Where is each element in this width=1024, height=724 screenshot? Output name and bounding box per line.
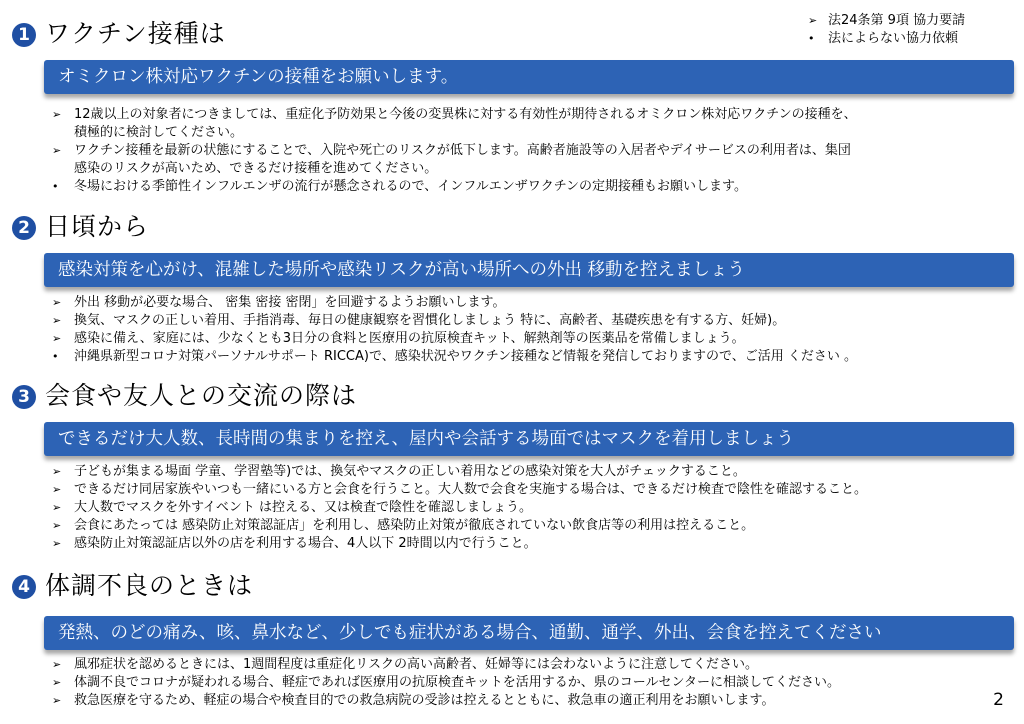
section-4-list [48, 656, 1008, 710]
list-item: • 冬場における季節性インフルエンザの流行が懸念されるので、インフルエンザワクチンの定期接種もお願いします。 [52, 179, 748, 194]
top-notes [804, 12, 965, 48]
list-item: ➢ 風邪症状を認めるときには、1週間程度は重症化リスクの高い高齢者、妊婦等には会わないように注意してください。 [52, 657, 759, 672]
section-title: 日頃から [45, 212, 150, 241]
section-3-list [48, 463, 1008, 553]
dot-bullet-icon: • [52, 350, 59, 363]
arrow-bullet-icon: ➢ [52, 332, 62, 345]
section-3-header [12, 376, 357, 416]
section-title: 体調不良のときは [45, 571, 254, 600]
list-item: ➢ 大人数でマスクを外すイベント は控える、又は検査で陰性を確認しましょう。 [52, 500, 532, 515]
dot-bullet-icon: • [52, 180, 59, 193]
section-title: ワクチン接種は [45, 19, 226, 48]
section-4-header [12, 566, 253, 606]
arrow-bullet-icon: ➢ [52, 676, 62, 689]
section-2-banner: 感染対策を心がけ、混雑した場所や感染リスクが高い場所への外出 移動を控えましょう [44, 253, 1014, 287]
section-2-list [48, 294, 1008, 366]
list-item: ➢ 子どもが集まる場面 学童、学習塾等)では、換気やマスクの正しい着用などの感染対策を大人がチェックすること。 [52, 464, 746, 479]
list-item: ➢ 感染に備え、家庭には、少なくとも3日分の食料と医療用の抗原検査キット、解熱剤等の医薬品を常備しましょう。 [52, 331, 745, 346]
list-item: ➢ できるだけ同居家族やいつも一緒にいる方と会食を行うこと。大人数で会食を実施する場合は、できるだけ検査で陰性を確認すること。 [52, 482, 868, 497]
section-2-header [12, 207, 149, 247]
list-item: ➢ 換気、マスクの正しい着用、手指消毒、毎日の健康観察を習慣化しましょう 特に、高齢者、基礎疾患を有する方、妊婦)。 [52, 313, 786, 328]
list-item: ➢ 救急医療を守るため、軽症の場合や検査目的での救急病院の受診は控えるとともに、救急車の適正利用をお願いします。 [52, 693, 775, 708]
list-item: ➢ 外出 移動が必要な場合、 密集 密接 密閉」を回避するようお願いします。 [52, 295, 506, 310]
section-3-banner: できるだけ大人数、長時間の集まりを控え、屋内や会話する場面ではマスクを着用しましょう [44, 422, 1014, 456]
list-item: ➢ 会食にあたっては 感染防止対策認証店」を利用し、感染防止対策が徹底されていない飲食店等の利用は控えること。 [52, 518, 755, 533]
arrow-bullet-icon: ➢ [52, 658, 62, 671]
top-note: ➢ 法24条第 9項 協力要請 [808, 13, 966, 28]
list-item: ➢ ワクチン接種を最新の状態にすることで、入院や死亡のリスクが低下します。高齢者施設等の入居者やデイサービスの利用者は、集団 感染のリスクが高いため、できるだけ接種を進めてください。 [52, 143, 851, 176]
section-number-badge: 2 [12, 216, 36, 240]
arrow-bullet-icon: ➢ [52, 314, 62, 327]
list-item: • 沖縄県新型コロナ対策パーソナルサポート RICCA)で、感染状況やワクチン接種など情報を発信しておりますので、ご活用 ください 。 [52, 349, 858, 364]
dot-bullet-icon: • [808, 32, 815, 45]
arrow-bullet-icon: ➢ [52, 483, 62, 496]
section-4-banner: 発熱、のどの痛み、咳、鼻水など、少しでも症状がある場合、通勤、通学、外出、会食を控えてください [44, 616, 1014, 650]
section-number-badge: 3 [12, 385, 36, 409]
section-1-banner: オミクロン株対応ワクチンの接種をお願いします。 [44, 60, 1014, 94]
section-number-badge: 4 [12, 575, 36, 599]
arrow-bullet-icon: ➢ [52, 537, 62, 550]
arrow-bullet-icon: ➢ [52, 465, 62, 478]
arrow-bullet-icon: ➢ [52, 694, 62, 707]
arrow-bullet-icon: ➢ [52, 501, 62, 514]
section-title: 会食や友人との交流の際は [45, 381, 358, 410]
arrow-bullet-icon: ➢ [52, 519, 62, 532]
list-item: ➢ 12歳以上の対象者につきましては、重症化予防効果と今後の変異株に対する有効性が期待されるオミクロン株対応ワクチンの接種を、 積極的に検討してください。 [52, 107, 857, 140]
arrow-bullet-icon: ➢ [52, 108, 62, 121]
arrow-bullet-icon: ➢ [52, 296, 62, 309]
section-number-badge: 1 [12, 23, 36, 47]
arrow-bullet-icon: ➢ [52, 144, 62, 157]
page-number: 2 [993, 690, 1004, 710]
list-item: ➢ 体調不良でコロナが疑われる場合、軽症であれば医療用の抗原検査キットを活用するか、県のコールセンターに相談してください。 [52, 675, 840, 690]
arrow-bullet-icon: ➢ [808, 14, 818, 27]
list-item: ➢ 感染防止対策認証店以外の店を利用する場合、4人以下 2時間以内で行うこと。 [52, 536, 537, 551]
section-1-header [12, 14, 226, 54]
top-note: • 法によらない協力依頼 [808, 31, 959, 46]
section-1-list [48, 106, 1008, 196]
